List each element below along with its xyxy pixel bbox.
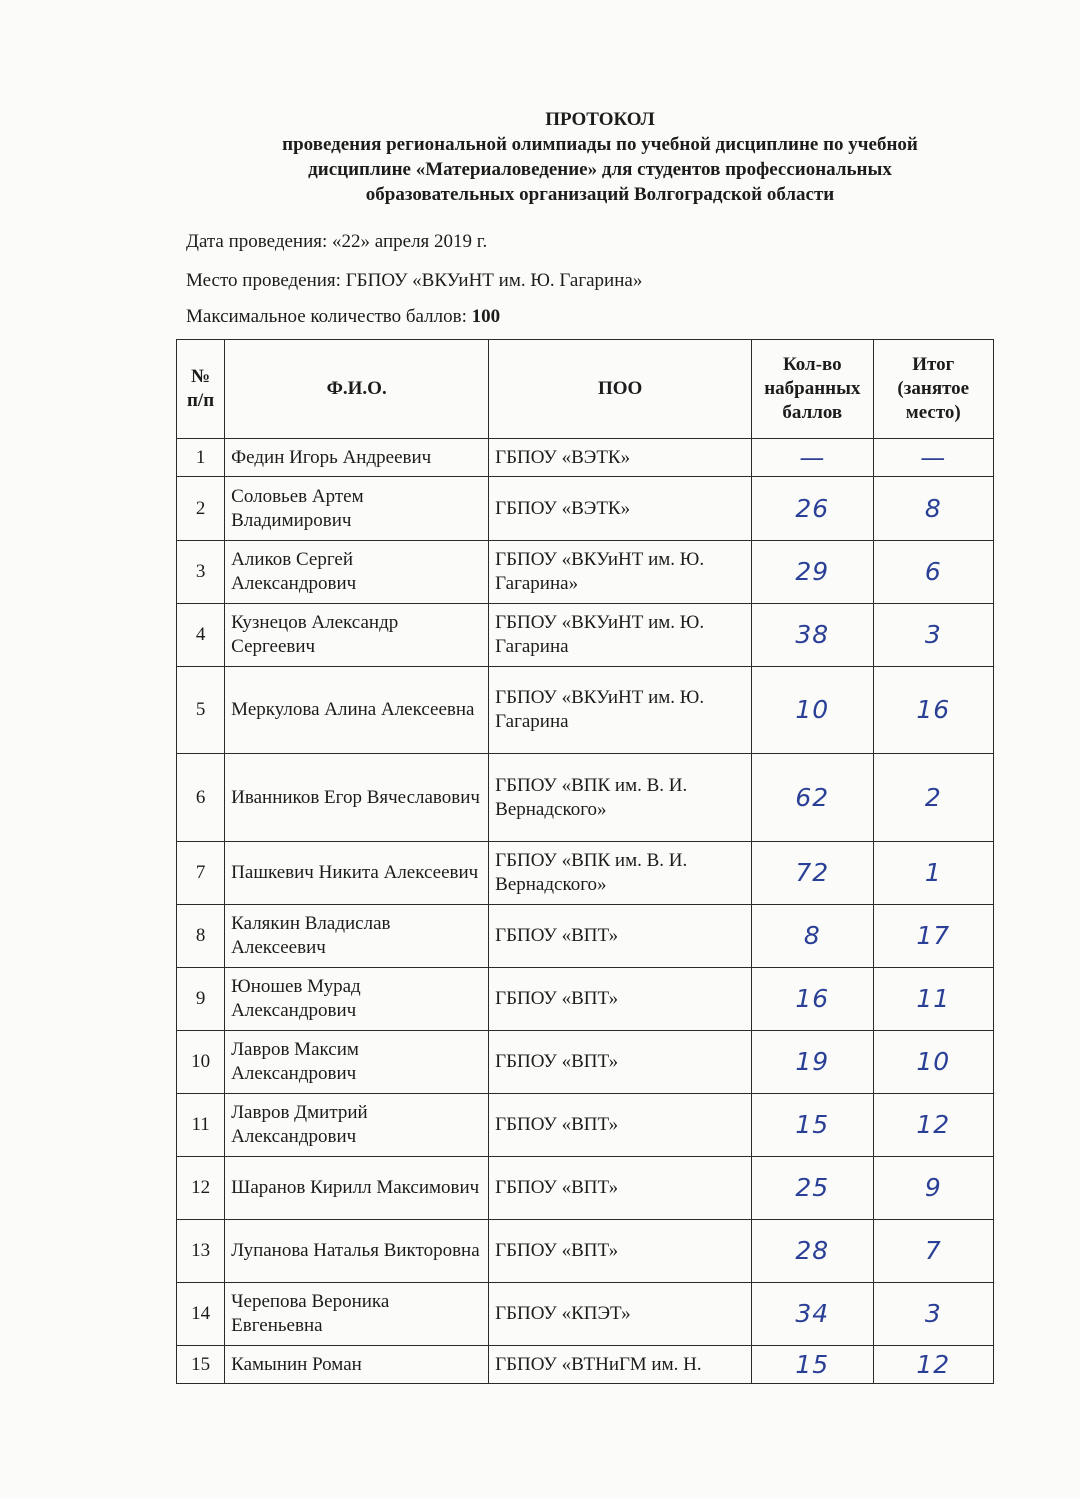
cell-score: 15: [752, 1346, 873, 1384]
cell-place: —: [873, 439, 993, 477]
cell-fio: Пашкевич Никита Алексеевич: [225, 842, 489, 905]
cell-no: 5: [177, 667, 225, 754]
cell-no: 15: [177, 1346, 225, 1384]
cell-place: 9: [873, 1157, 993, 1220]
cell-place: 3: [873, 1283, 993, 1346]
cell-poo: ГБПОУ «ВКУиНТ им. Ю. Гагарина: [489, 604, 752, 667]
table-row: [177, 754, 994, 842]
cell-score: 62: [752, 754, 873, 842]
document-header: [220, 108, 980, 207]
table-row: [177, 1220, 994, 1283]
cell-poo: ГБПОУ «ВПТ»: [489, 1031, 752, 1094]
cell-fio: Аликов Сергей Александрович: [225, 541, 489, 604]
cell-place: 2: [873, 754, 993, 842]
cell-score: 34: [752, 1283, 873, 1346]
subtitle-line-1: проведения региональной олимпиады по учебной дисциплине по учебной: [282, 134, 918, 155]
cell-poo: ГБПОУ «ВПК им. В. И. Вернадского»: [489, 754, 752, 842]
cell-poo: ГБПОУ «ВТНиГМ им. Н.: [489, 1346, 752, 1384]
cell-no: 9: [177, 968, 225, 1031]
cell-place: 17: [873, 905, 993, 968]
cell-no: 6: [177, 754, 225, 842]
cell-score: 29: [752, 541, 873, 604]
table-row: [177, 604, 994, 667]
cell-fio: Камынин Роман: [225, 1346, 489, 1384]
cell-poo: ГБПОУ «ВКУиНТ им. Ю. Гагарина: [489, 667, 752, 754]
cell-fio: Юношев Мурад Александрович: [225, 968, 489, 1031]
header-poo: ПОО: [489, 340, 752, 439]
cell-poo: ГБПОУ «ВПТ»: [489, 1157, 752, 1220]
cell-score: 38: [752, 604, 873, 667]
cell-fio: Меркулова Алина Алексеевна: [225, 667, 489, 754]
cell-fio: Кузнецов Александр Сергеевич: [225, 604, 489, 667]
place-line: Место проведения: ГБПОУ «ВКУиНТ им. Ю. Гагарина»: [186, 270, 643, 291]
cell-fio: Лавров Максим Александрович: [225, 1031, 489, 1094]
cell-place: 11: [873, 968, 993, 1031]
cell-no: 10: [177, 1031, 225, 1094]
table-row: [177, 541, 994, 604]
table-row: [177, 1283, 994, 1346]
cell-score: 16: [752, 968, 873, 1031]
max-score-value: 100: [471, 306, 501, 327]
cell-fio: Лупанова Наталья Викторовна: [225, 1220, 489, 1283]
cell-no: 8: [177, 905, 225, 968]
cell-no: 2: [177, 477, 225, 541]
cell-score: 19: [752, 1031, 873, 1094]
cell-place: 10: [873, 1031, 993, 1094]
cell-score: 28: [752, 1220, 873, 1283]
cell-fio: Федин Игорь Андреевич: [225, 439, 489, 477]
document-title: ПРОТОКОЛ: [545, 109, 655, 130]
cell-no: 14: [177, 1283, 225, 1346]
cell-place: 1: [873, 842, 993, 905]
max-score-line: [186, 305, 500, 329]
cell-fio: Шаранов Кирилл Максимович: [225, 1157, 489, 1220]
header-fio: Ф.И.О.: [225, 340, 489, 439]
cell-fio: Калякин Владислав Алексеевич: [225, 905, 489, 968]
subtitle-line-2: дисциплине «Материаловедение» для студентов профессиональных: [308, 159, 892, 180]
cell-place: 16: [873, 667, 993, 754]
cell-no: 7: [177, 842, 225, 905]
cell-no: 3: [177, 541, 225, 604]
cell-place: 3: [873, 604, 993, 667]
cell-poo: ГБПОУ «ВПТ»: [489, 905, 752, 968]
cell-score: 15: [752, 1094, 873, 1157]
header-no: № п/п: [177, 340, 225, 439]
table-row: [177, 1157, 994, 1220]
max-score-label: Максимальное количество баллов:: [186, 306, 472, 327]
table-row: [177, 1346, 994, 1384]
cell-place: 6: [873, 541, 993, 604]
cell-fio: Лавров Дмитрий Александрович: [225, 1094, 489, 1157]
cell-poo: ГБПОУ «ВПТ»: [489, 1094, 752, 1157]
table-row: [177, 477, 994, 541]
cell-place: 12: [873, 1346, 993, 1384]
cell-score: 8: [752, 905, 873, 968]
cell-score: 26: [752, 477, 873, 541]
results-table: [176, 339, 994, 1384]
table-row: [177, 439, 994, 477]
table-row: [177, 968, 994, 1031]
cell-score: 72: [752, 842, 873, 905]
cell-poo: ГБПОУ «КПЭТ»: [489, 1283, 752, 1346]
cell-fio: Соловьев Артем Владимирович: [225, 477, 489, 541]
table-row: [177, 1094, 994, 1157]
header-score: Кол-во набранных баллов: [752, 340, 873, 439]
table-row: [177, 667, 994, 754]
cell-no: 11: [177, 1094, 225, 1157]
cell-place: 8: [873, 477, 993, 541]
cell-poo: ГБПОУ «ВПК им. В. И. Вернадского»: [489, 842, 752, 905]
cell-poo: ГБПОУ «ВКУиНТ им. Ю. Гагарина»: [489, 541, 752, 604]
cell-poo: ГБПОУ «ВПТ»: [489, 1220, 752, 1283]
cell-poo: ГБПОУ «ВЭТК»: [489, 439, 752, 477]
table-row: [177, 1031, 994, 1094]
cell-score: —: [752, 439, 873, 477]
cell-no: 4: [177, 604, 225, 667]
header-place: Итог (занятое место): [873, 340, 993, 439]
date-line: Дата проведения: «22» апреля 2019 г.: [186, 231, 488, 252]
cell-score: 25: [752, 1157, 873, 1220]
cell-poo: ГБПОУ «ВЭТК»: [489, 477, 752, 541]
cell-fio: Иванников Егор Вячеславович: [225, 754, 489, 842]
cell-poo: ГБПОУ «ВПТ»: [489, 968, 752, 1031]
table-header-row: [177, 340, 994, 439]
cell-score: 10: [752, 667, 873, 754]
cell-place: 12: [873, 1094, 993, 1157]
cell-no: 12: [177, 1157, 225, 1220]
cell-fio: Черепова Вероника Евгеньевна: [225, 1283, 489, 1346]
subtitle-line-3: образовательных организаций Волгоградской области: [365, 184, 835, 205]
cell-no: 13: [177, 1220, 225, 1283]
table-row: [177, 905, 994, 968]
cell-place: 7: [873, 1220, 993, 1283]
cell-no: 1: [177, 439, 225, 477]
table-row: [177, 842, 994, 905]
